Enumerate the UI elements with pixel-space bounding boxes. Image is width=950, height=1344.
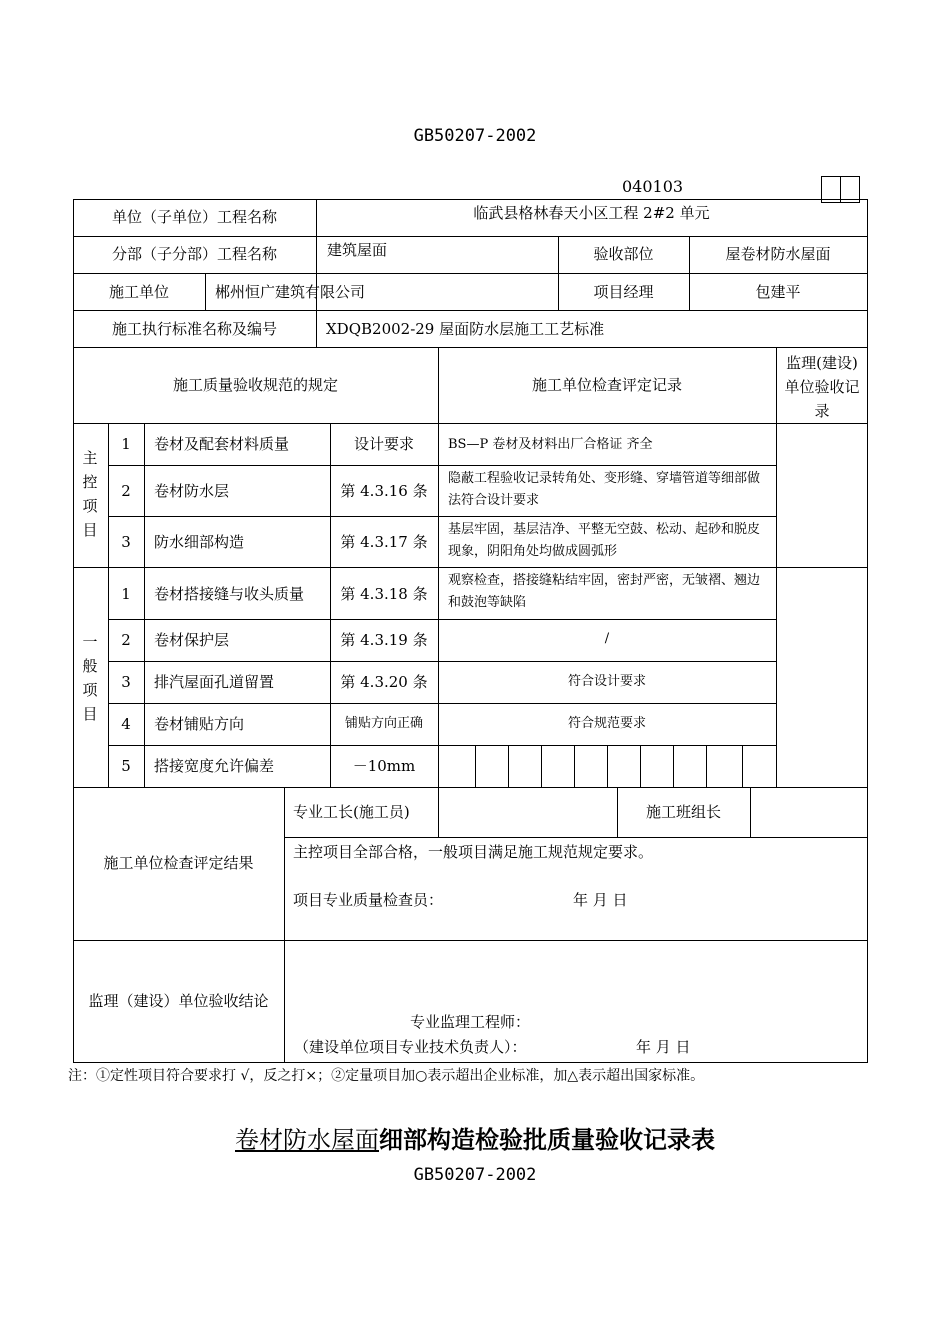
col-check: 施工单位检查评定记录 [531, 376, 682, 394]
item-no: 5 [121, 757, 131, 775]
item-no: 3 [121, 673, 131, 691]
owner-tech-label: （建设单位项目专业技术负责人）： [294, 1038, 527, 1056]
main-group-label: 主控项目 [82, 449, 98, 539]
contractor-result-label: 施工单位检查评定结果 [103, 854, 254, 872]
inspector-label: 项目专业质量检查员： [293, 891, 444, 909]
item-requirement: 第 4.3.18 条 [340, 585, 428, 603]
inspector-date: 年 月 日 [573, 891, 628, 909]
footnote: 注：①定性项目符合要求打 √，反之打×；②定量项目加○表示超出企业标准，加△表示超出国家标准。 [68, 1068, 705, 1084]
item-requirement: 铺贴方向正确 [344, 716, 423, 731]
item-requirement: －10mm [352, 757, 416, 775]
item-no: 3 [121, 533, 131, 551]
subdivision-label: 分部（子分部）工程名称 [111, 245, 277, 263]
acceptance-part: 屋卷材防水屋面 [725, 245, 831, 263]
item-name: 卷材及配套材料质量 [154, 435, 290, 453]
manager: 包建平 [755, 283, 801, 301]
item-record: 隐蔽工程验收记录转角处、变形缝、穿墙管道等细部做法符合设计要求 [448, 471, 761, 509]
item-record: 符合规范要求 [567, 716, 646, 731]
item-record: BS—P 卷材及材料出厂合格证 齐全 [448, 437, 653, 452]
acceptance-part-label: 验收部位 [593, 245, 654, 263]
item-no: 4 [121, 715, 131, 733]
item-no: 2 [121, 482, 131, 500]
foreman-label: 专业工长(施工员) [293, 803, 410, 821]
item-requirement: 第 4.3.20 条 [340, 673, 428, 691]
item-record: 观察检查，搭接缝粘结牢固，密封严密，无皱褶、翘边和鼓泡等缺陷 [448, 573, 761, 611]
supervisor-conclusion-label: 监理（建设）单位验收结论 [88, 992, 269, 1010]
project-name: 临武县格林春天小区工程 2#2 单元 [473, 204, 710, 222]
supervisor-engineer-label: 专业监理工程师： [410, 1013, 531, 1031]
item-requirement: 第 4.3.17 条 [340, 533, 428, 551]
contractor: 郴州恒广建筑有限公司 [215, 283, 366, 301]
contractor-result-text: 主控项目全部合格，一般项目满足施工规范规定要求。 [293, 843, 654, 861]
item-record: 符合设计要求 [567, 674, 646, 689]
standard-code: GB50207-2002 [413, 126, 537, 146]
footer-title [0, 1120, 950, 1155]
item-name: 卷材防水层 [154, 482, 230, 500]
item-record: / [604, 631, 610, 646]
item-requirement: 第 4.3.16 条 [340, 482, 428, 500]
item-requirement: 第 4.3.19 条 [340, 631, 428, 649]
item-requirement: 设计要求 [353, 435, 414, 453]
item-no: 1 [121, 585, 131, 603]
footer-code: GB50207-2002 [413, 1165, 537, 1185]
item-no: 2 [121, 631, 131, 649]
supervisor-date: 年 月 日 [636, 1038, 691, 1056]
footer-title-rest: 细部构造检验批质量验收记录表 [379, 1125, 715, 1154]
item-name: 排汽屋面孔道留置 [154, 673, 275, 691]
contractor-label: 施工单位 [108, 283, 169, 301]
item-record: 基层牢固，基层洁净、平整无空鼓、松动、起砂和脱皮现象，阴阳角处均做成圆弧形 [448, 522, 761, 560]
manager-label: 项目经理 [593, 283, 654, 301]
col-spec: 施工质量验收规范的规定 [172, 376, 338, 394]
team-leader-label: 施工班组长 [645, 803, 721, 821]
col-supervisor: 监理(建设)单位验收记录 [784, 354, 860, 420]
item-name: 防水细部构造 [154, 533, 245, 551]
project-name-label: 单位（子单位）工程名称 [111, 208, 277, 226]
item-name: 卷材保护层 [154, 631, 230, 649]
item-name: 搭接宽度允许偏差 [154, 757, 275, 775]
form-code: 040103 [622, 177, 684, 196]
item-name: 卷材铺贴方向 [154, 715, 245, 733]
exec-std-label: 施工执行标准名称及编号 [111, 320, 277, 338]
item-no: 1 [121, 435, 131, 453]
subdivision: 建筑屋面 [327, 241, 388, 259]
footer-title-underlined: 卷材防水屋面 [235, 1126, 379, 1154]
exec-std: XDQB2002-29 屋面防水层施工工艺标准 [326, 320, 605, 338]
item-name: 卷材搭接缝与收头质量 [154, 585, 305, 603]
general-group-label: 一般项目 [82, 633, 98, 723]
